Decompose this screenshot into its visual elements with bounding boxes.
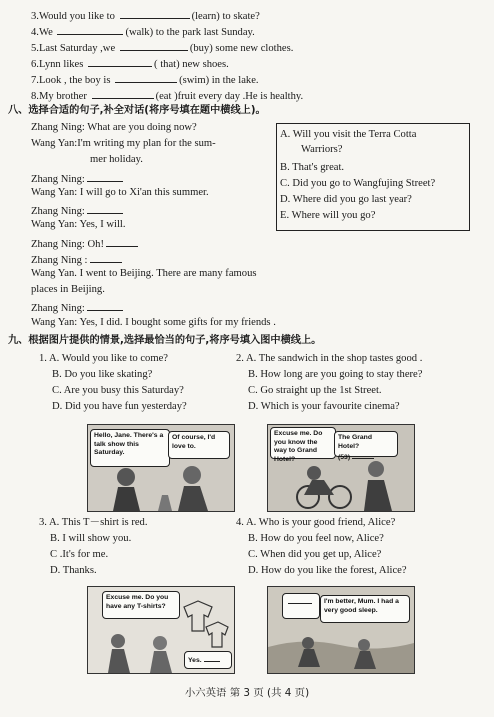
speech-bubble: The Grand Hotel? (53) <box>334 431 398 457</box>
answer-blank[interactable] <box>288 596 312 604</box>
answer-blank[interactable] <box>90 251 122 263</box>
dialogue-line: Wang Yan: Yes, I will. <box>31 219 126 230</box>
question-7: 7.Look , the boy is (swim) in the lake. <box>31 71 259 88</box>
q1-option: D. Did you have fun yesterday? <box>52 401 187 412</box>
q2-option: C. Go straight up the 1st Street. <box>248 385 382 396</box>
dialogue-line: Zhang Ning: <box>31 299 125 316</box>
dialogue-line: places in Beijing. <box>31 284 105 295</box>
option-e: E. Where will you go? <box>280 210 376 221</box>
q3-option: C .It's for me. <box>50 549 109 560</box>
picture-2 <box>267 424 415 512</box>
answer-blank[interactable] <box>87 202 123 214</box>
answer-blank[interactable] <box>87 170 123 182</box>
picture-4 <box>267 586 415 674</box>
option-c: C. Did you go to Wangfujing Street? <box>280 178 436 189</box>
q2-option: D. Which is your favourite cinema? <box>248 401 400 412</box>
options-box <box>276 123 470 231</box>
dialogue-line: Zhang Ning: What are you doing now? <box>31 122 197 133</box>
dialogue-line: Zhang Ning: <box>31 202 125 219</box>
page-footer: 小六英语 第 3 页 (共 4 页) <box>184 687 310 699</box>
section-8-heading: 八、选择合适的句子,补全对话(将序号填在题中横线上)。 <box>8 105 266 116</box>
speech-bubble: Excuse me. Do you have any T-shirts? <box>102 591 180 619</box>
answer-blank[interactable] <box>115 71 177 83</box>
question-5: 5.Last Saturday ,we (buy) some new clothes. <box>31 39 293 56</box>
dialogue-line: Wang Yan. I went to Beijing. There are many famous <box>31 268 257 279</box>
speech-bubble <box>282 593 320 619</box>
q4-option: B. How do you feel now, Alice? <box>248 533 384 544</box>
answer-blank[interactable] <box>87 299 123 311</box>
q4-option: C. When did you get up, Alice? <box>248 549 382 560</box>
dialogue-line: mer holiday. <box>90 154 143 165</box>
answer-blank[interactable] <box>88 55 152 67</box>
q3-option: D. Thanks. <box>50 565 97 576</box>
q1-option: 1. A. Would you like to come? <box>39 353 169 364</box>
question-3: 3.Would you like to (learn) to skate? <box>31 7 260 24</box>
answer-blank[interactable] <box>352 451 374 459</box>
dialogue-line: Wang Yan: Yes, I did. I bought some gifts for my friends . <box>31 317 276 328</box>
section-9-heading: 九、根据图片提供的情景,选择最恰当的句子,将序号填入图中横线上。 <box>8 335 322 346</box>
speech-bubble: Hello, Jane. There's a talk show this Saturday. <box>90 429 170 467</box>
answer-blank[interactable] <box>92 87 154 99</box>
dialogue-line: Wang Yan: I will go to Xi'an this summer. <box>31 187 209 198</box>
question-8: 8.My brother (eat )fruit every day .He is healthy. <box>31 87 303 104</box>
answer-blank[interactable] <box>120 39 188 51</box>
q1-option: C. Are you busy this Saturday? <box>52 385 184 396</box>
dialogue-line: Zhang Ning: Oh! <box>31 235 140 252</box>
picture-3 <box>87 586 235 674</box>
speech-bubble: Yes. <box>184 651 232 669</box>
q4-option: 4. A. Who is your good friend, Alice? <box>236 517 396 528</box>
q2-option: 2. A. The sandwich in the shop tastes good . <box>236 353 423 364</box>
answer-blank[interactable] <box>204 654 220 662</box>
question-6: 6.Lynn likes ( that) new shoes. <box>31 55 229 72</box>
option-a-cont: Warriors? <box>301 144 343 155</box>
answer-blank[interactable] <box>120 7 190 19</box>
option-b: B. That's great. <box>280 162 345 173</box>
dialogue-line: Zhang Ning : <box>31 251 124 268</box>
q3-option: B. I will show you. <box>50 533 132 544</box>
speech-bubble: I'm better, Mum. I had a very good sleep. <box>320 595 410 623</box>
question-4: 4.We (walk) to the park last Sunday. <box>31 23 255 40</box>
answer-blank[interactable] <box>106 235 138 247</box>
option-a: A. Will you visit the Terra Cotta <box>280 129 417 140</box>
option-d: D. Where did you go last year? <box>280 194 412 205</box>
picture-1 <box>87 424 235 512</box>
answer-blank[interactable] <box>57 23 123 35</box>
dialogue-line: Zhang Ning: <box>31 170 125 187</box>
q2-option: B. How long are you going to stay there? <box>248 369 423 380</box>
q4-option: D. How do you like the forest, Alice? <box>248 565 407 576</box>
speech-bubble: Excuse me. Do you know the way to Grand Hotel? <box>270 427 336 459</box>
speech-bubble: Of course, I'd love to. <box>168 431 230 459</box>
dialogue-line: Wang Yan:I'm writing my plan for the sum- <box>31 138 216 149</box>
q3-option: 3. A. This T－shirt is red. <box>39 517 148 528</box>
q1-option: B. Do you like skating? <box>52 369 153 380</box>
